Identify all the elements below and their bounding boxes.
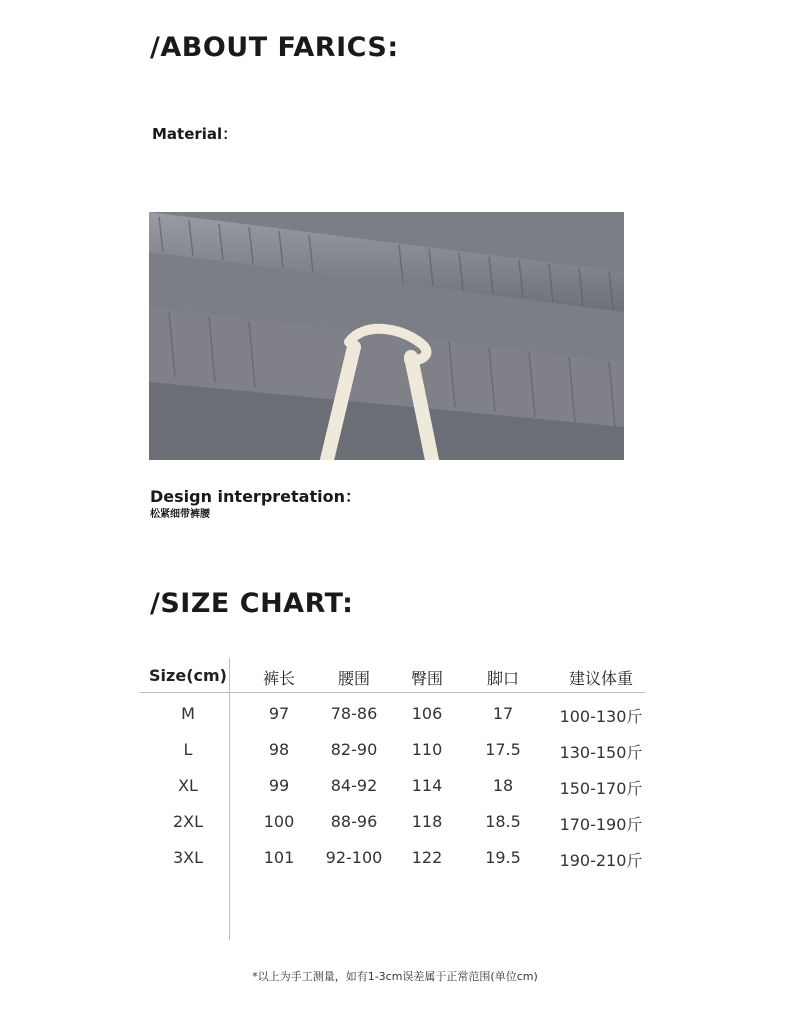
table-header-cell: 臀围 (410, 669, 443, 688)
size-label-cell: 3XL (172, 848, 204, 867)
table-cell: 99 (268, 776, 290, 795)
table-cell: 150-170斤 (559, 779, 643, 798)
size-chart-table (140, 658, 660, 948)
table-cell: 130-150斤 (559, 743, 643, 762)
table-cell: 114 (411, 776, 443, 795)
size-chart-title: /SIZE CHART: (150, 588, 354, 619)
table-cell: 18.5 (485, 812, 521, 831)
table-cell: 17.5 (485, 740, 521, 759)
table-cell: 106 (411, 704, 443, 723)
measurement-footnote: *以上为手工测量，如有1-3cm误差属于正常范围(单位cm) (252, 970, 538, 983)
table-header-cell: Size(cm) (149, 666, 227, 685)
table-cell: 84-92 (330, 776, 378, 795)
table-cell: 110 (411, 740, 443, 759)
table-cell: 101 (263, 848, 295, 867)
material-label: Material： (152, 125, 238, 143)
table-header-cell: 脚口 (486, 669, 519, 688)
design-interpretation-label: Design interpretation： (150, 487, 361, 506)
table-cell: 17 (492, 704, 514, 723)
table-header-cell: 腰围 (337, 669, 370, 688)
table-cell: 190-210斤 (559, 851, 643, 870)
table-cell: 92-100 (325, 848, 383, 867)
table-cell: 78-86 (330, 704, 378, 723)
table-cell: 18 (492, 776, 514, 795)
table-divider-horizontal (140, 692, 645, 693)
about-fabrics-title: /ABOUT FARICS: (150, 32, 399, 63)
size-label-cell: XL (178, 776, 198, 795)
table-cell: 118 (411, 812, 443, 831)
table-header-cell: 建议体重 (568, 669, 633, 688)
table-cell: 82-90 (330, 740, 378, 759)
fabric-photo (149, 212, 624, 460)
table-cell: 19.5 (485, 848, 521, 867)
size-label-cell: L (183, 740, 193, 759)
table-cell: 122 (411, 848, 443, 867)
size-label-cell: M (181, 704, 195, 723)
table-cell: 100 (263, 812, 295, 831)
table-cell: 100-130斤 (559, 707, 643, 726)
table-cell: 97 (268, 704, 290, 723)
table-divider-vertical (229, 658, 230, 940)
table-header-cell: 裤长 (262, 669, 295, 688)
size-label-cell: 2XL (172, 812, 204, 831)
design-interpretation-text: 松紧细带裤腰 (150, 509, 210, 520)
table-cell: 98 (268, 740, 290, 759)
table-cell: 88-96 (330, 812, 378, 831)
table-cell: 170-190斤 (559, 815, 643, 834)
